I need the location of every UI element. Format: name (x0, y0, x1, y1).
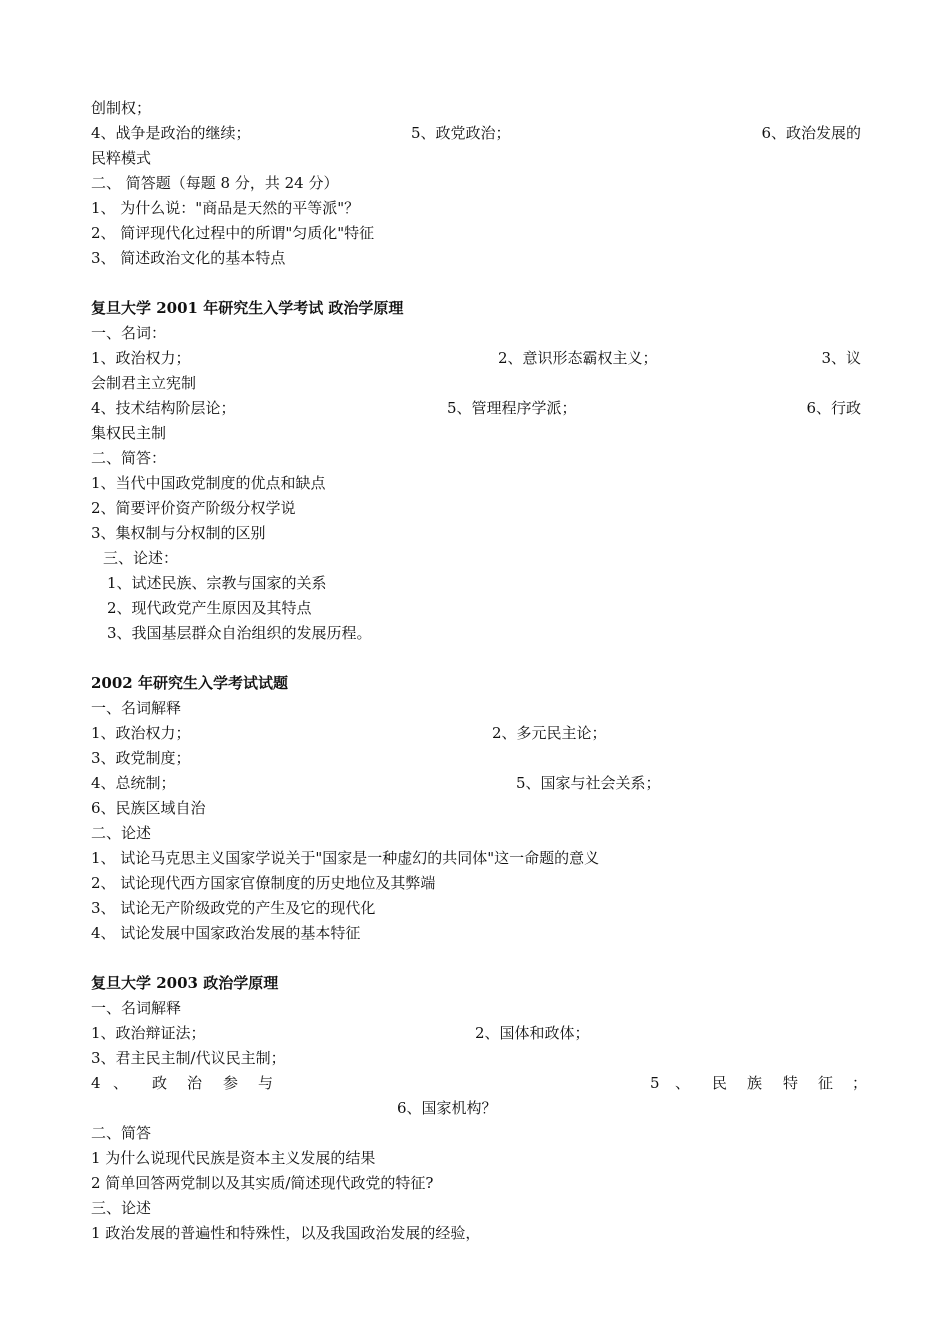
term: 3、议 (821, 349, 861, 367)
term-glyph: 族 (747, 1074, 763, 1092)
question-item: 1 政治发展的普遍性和特殊性，以及我国政治发展的经验， (91, 1224, 481, 1242)
question-item: 1 为什么说现代民族是资本主义发展的结果 (91, 1149, 376, 1167)
section-heading: 三、论述： (103, 549, 179, 567)
question-item: 3、我国基层群众自治组织的发展历程。 (107, 624, 372, 642)
terms-row (91, 123, 861, 143)
question-item: 1、 为什么说："商品是天然的平等派"？ (91, 199, 360, 217)
text-line: 创制权； (91, 99, 152, 117)
term-glyph: 、 (675, 1074, 691, 1092)
term-glyph: 征 (818, 1074, 834, 1092)
term: 4、技术结构阶层论； (91, 399, 236, 417)
text-line: 6、国家机构？ (397, 1099, 497, 1117)
term: 2、意识形态霸权主义； (498, 349, 658, 367)
text-line: 会制君主立宪制 (91, 374, 197, 392)
text-line: 集权民主制 (91, 424, 167, 442)
terms-row (91, 723, 861, 743)
term: 6、政治发展的 (761, 124, 861, 142)
section-heading: 二、简答 (91, 1124, 152, 1142)
text-line: 3、君主民主制/代议民主制； (91, 1049, 286, 1067)
terms-row (91, 398, 861, 418)
term-glyph: 4 (91, 1074, 101, 1092)
term: 1、政治权力； (91, 349, 191, 367)
term: 4、总统制； (91, 774, 176, 792)
term: 6、行政 (806, 399, 861, 417)
term: 4、战争是政治的继续； (91, 124, 251, 142)
term: 1、政治辩证法； (91, 1024, 206, 1042)
terms-row (91, 348, 861, 368)
text-line: 民粹模式 (91, 149, 152, 167)
term-glyph: 特 (783, 1074, 799, 1092)
term: 2、多元民主论； (492, 724, 607, 742)
section-heading: 一、名词解释 (91, 999, 182, 1017)
exam-title: 2002 年研究生入学考试试题 (91, 674, 288, 692)
term: 5、管理程序学派； (447, 399, 577, 417)
terms-row (91, 773, 861, 793)
question-item: 1、当代中国政党制度的优点和缺点 (91, 474, 326, 492)
term-glyph: 5 (650, 1074, 660, 1092)
term-glyph: 参 (223, 1074, 239, 1092)
terms-row (91, 1023, 861, 1043)
term-glyph: 民 (712, 1074, 728, 1092)
term-glyph: 、 (113, 1074, 129, 1092)
section-heading: 一、名词解释 (91, 699, 182, 717)
question-item: 3、 试论无产阶级政党的产生及它的现代化 (91, 899, 376, 917)
section-heading: 二、论述 (91, 824, 152, 842)
question-item: 3、集权制与分权制的区别 (91, 524, 266, 542)
term-glyph: ； (852, 1074, 868, 1092)
question-item: 3、 简述政治文化的基本特点 (91, 249, 286, 267)
term: 1、政治权力； (91, 724, 191, 742)
exam-title: 复旦大学 2003 政治学原理 (91, 974, 279, 992)
term-glyph: 治 (187, 1074, 203, 1092)
section-heading: 三、论述 (91, 1199, 152, 1217)
term: 5、政党政治； (411, 124, 511, 142)
question-item: 2、现代政党产生原因及其特点 (107, 599, 312, 617)
text-line: 3、政党制度； (91, 749, 191, 767)
question-item: 2 简单回答两党制以及其实质/简述现代政党的特征? (91, 1174, 434, 1192)
exam-title: 复旦大学 2001 年研究生入学考试 政治学原理 (91, 299, 404, 317)
term: 5、国家与社会关系； (516, 774, 661, 792)
question-item: 1、试述民族、宗教与国家的关系 (107, 574, 327, 592)
term: 2、国体和政体； (475, 1024, 590, 1042)
term-glyph: 与 (258, 1074, 274, 1092)
section-heading: 一、名词： (91, 324, 167, 342)
question-item: 4、 试论发展中国家政治发展的基本特征 (91, 924, 361, 942)
section-heading: 二、 简答题（每题 8 分，共 24 分） (91, 174, 339, 192)
question-item: 1、 试论马克思主义国家学说关于"国家是一种虚幻的共同体"这一命题的意义 (91, 849, 600, 867)
question-item: 2、 简评现代化过程中的所谓"匀质化"特征 (91, 224, 375, 242)
question-item: 2、简要评价资产阶级分权学说 (91, 499, 296, 517)
question-item: 2、 试论现代西方国家官僚制度的历史地位及其弊端 (91, 874, 436, 892)
section-heading: 二、简答： (91, 449, 167, 467)
term-glyph: 政 (152, 1074, 168, 1092)
text-line: 6、民族区域自治 (91, 799, 206, 817)
